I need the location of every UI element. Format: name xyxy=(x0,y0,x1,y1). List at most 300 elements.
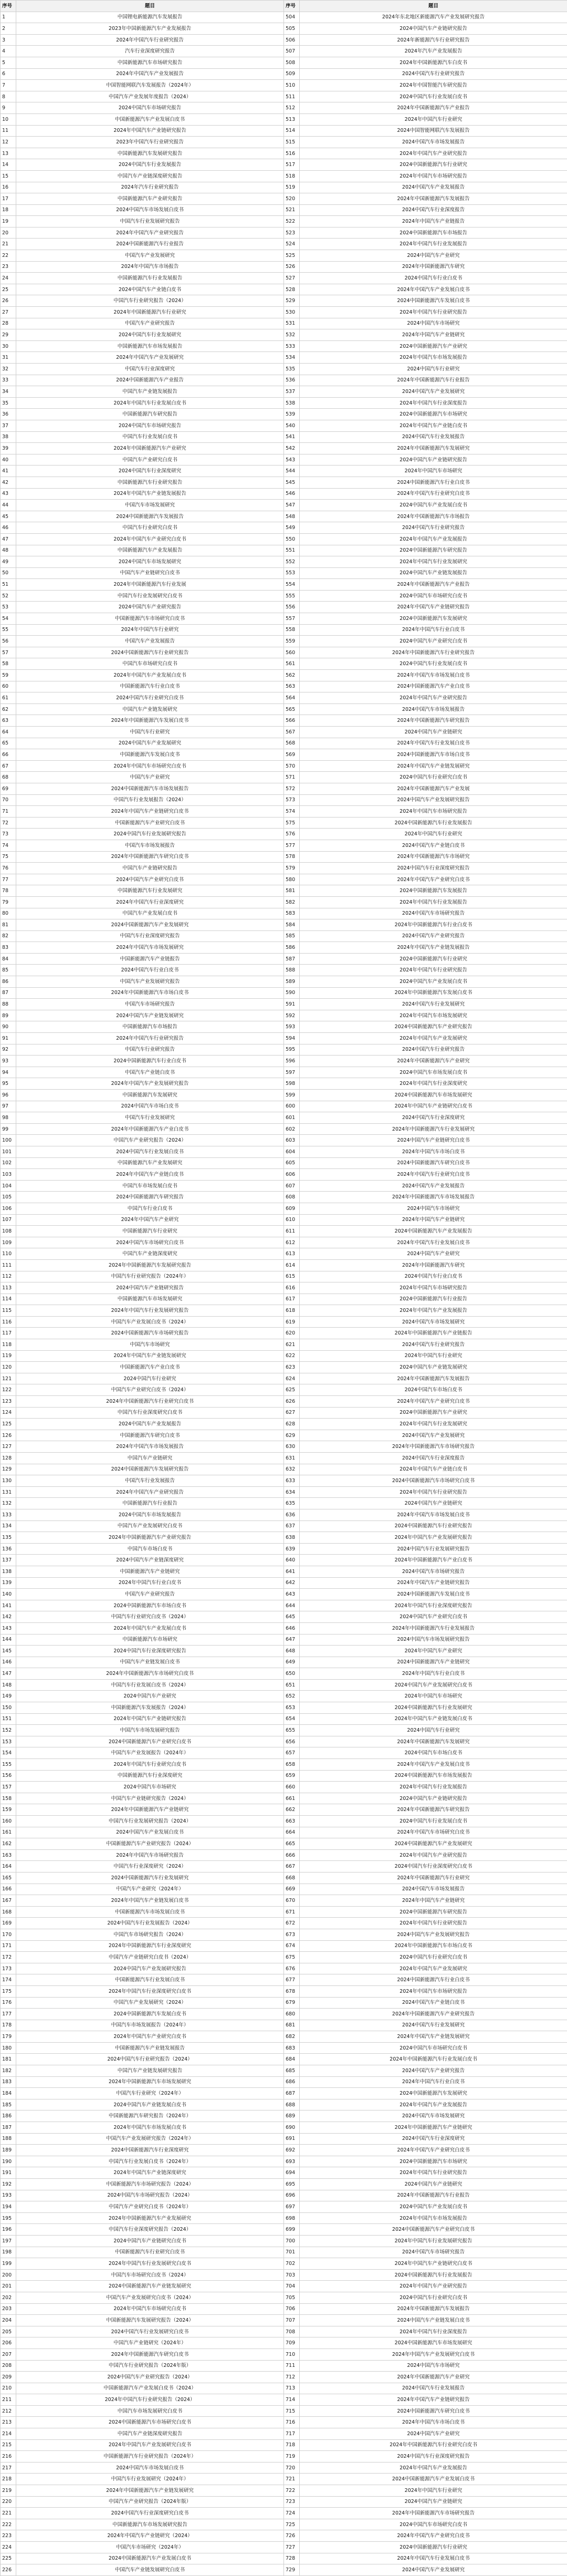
row-number-right: 521 xyxy=(284,204,300,216)
row-title-right: 2024中国汽车产业发展报告 xyxy=(300,182,567,193)
row-number-left: 170 xyxy=(1,1929,16,1940)
row-number-left: 188 xyxy=(1,2133,16,2145)
row-title-left: 中国汽车市场发展研究报告 xyxy=(16,1725,284,1736)
row-number-right: 602 xyxy=(284,1123,300,1135)
row-number-right: 607 xyxy=(284,1180,300,1192)
row-number-right: 550 xyxy=(284,533,300,545)
table-row xyxy=(1,2065,567,2077)
row-number-right: 723 xyxy=(284,2496,300,2508)
table-row xyxy=(1,375,567,386)
row-title-right: 2024中国汽车市场白皮书 xyxy=(300,1747,567,1759)
row-number-right: 600 xyxy=(284,1101,300,1112)
table-row xyxy=(1,295,567,307)
row-title-right: 2024年中国新能源汽车研究 xyxy=(300,1259,567,1271)
table-row xyxy=(1,953,567,965)
table-row xyxy=(1,2417,567,2428)
row-number-left: 211 xyxy=(1,2394,16,2406)
row-title-right: 2024中国汽车产业发展研究 xyxy=(300,1430,567,1441)
row-title-right: 2024中国新能源汽车市场研究白皮书 xyxy=(300,1475,567,1487)
table-row xyxy=(1,2519,567,2530)
table-row xyxy=(1,1486,567,1498)
table-row xyxy=(1,1056,567,1067)
row-number-right: 641 xyxy=(284,1566,300,1577)
table-row xyxy=(1,2542,567,2553)
row-number-right: 557 xyxy=(284,613,300,625)
row-title-left: 2024中国汽车行业研究白皮书 xyxy=(16,692,284,704)
row-title-right: 2024年中国汽车行业研究报告 xyxy=(300,2167,567,2179)
row-title-right: 2024年中国汽车产业链报告 xyxy=(300,216,567,227)
row-title-right: 2024中国新能源汽车研究白皮书 xyxy=(300,2405,567,2417)
table-row xyxy=(1,1282,567,1294)
row-title-left: 2024年中国汽车行业发展研究报告 xyxy=(16,1305,284,1317)
table-row xyxy=(1,1135,567,1146)
row-title-right: 2024中国汽车市场发展白皮书 xyxy=(300,1067,567,1078)
table-row xyxy=(1,749,567,761)
row-title-left: 2024中国汽车行业发展研究白皮书 xyxy=(16,2326,284,2337)
row-number-left: 97 xyxy=(1,1101,16,1112)
row-number-right: 526 xyxy=(284,261,300,273)
row-title-right: 2024中国汽车行业研究白皮书 xyxy=(300,772,567,783)
row-title-right: 2024中国新能源汽车产业发展白皮书 xyxy=(300,2474,567,2485)
row-number-left: 139 xyxy=(1,1577,16,1589)
row-title-right: 2024年中国汽车产业链发展研究 xyxy=(300,2031,567,2043)
row-number-right: 729 xyxy=(284,2564,300,2576)
row-title-right: 2024中国汽车行业白皮书 xyxy=(300,273,567,284)
row-title-right: 2024年中国汽车产业发展报告 xyxy=(300,533,567,545)
table-row xyxy=(1,806,567,818)
row-number-left: 207 xyxy=(1,2349,16,2360)
row-number-right: 617 xyxy=(284,1294,300,1305)
table-row xyxy=(1,533,567,545)
row-title-right: 2024年中国汽车产业链研究 xyxy=(300,329,567,341)
row-title-left: 2024年中国汽车行业研究白皮书 xyxy=(16,1759,284,1771)
row-title-right: 2024年中国汽车行业研究 xyxy=(300,113,567,125)
row-number-left: 127 xyxy=(1,1441,16,1453)
row-title-right: 2024年中国汽车产业发展报告 xyxy=(300,1305,567,1317)
row-title-left: 2024年中国汽车产业链研究报告 xyxy=(16,125,284,137)
row-number-left: 46 xyxy=(1,522,16,534)
row-number-left: 58 xyxy=(1,658,16,670)
row-number-left: 105 xyxy=(1,1192,16,1203)
row-number-right: 670 xyxy=(284,1895,300,1907)
row-number-left: 189 xyxy=(1,2145,16,2156)
row-title-left: 2024中国新能源汽车行业研究报告 xyxy=(16,647,284,658)
row-number-right: 516 xyxy=(284,148,300,159)
row-number-left: 198 xyxy=(1,2247,16,2258)
row-title-left: 2024年中国新能源汽车产业链发展研究 xyxy=(16,2485,284,2497)
row-number-left: 144 xyxy=(1,1634,16,1646)
row-number-right: 657 xyxy=(284,1747,300,1759)
row-title-left: 2024年中国新能源汽车行业研究白皮书 xyxy=(16,1396,284,1408)
row-title-left: 中国汽车行业发展报告 xyxy=(16,1475,284,1487)
row-title-right: 2024年中国汽车市场发展研究 xyxy=(300,1010,567,1021)
row-title-right: 2024中国汽车产业链研究报告 xyxy=(300,23,567,35)
row-title-left: 2024年中国汽车产业研究报告 xyxy=(16,227,284,239)
row-number-left: 165 xyxy=(1,1872,16,1884)
table-row xyxy=(1,2360,567,2372)
row-title-right: 2024中国新能源汽车行业白皮书 xyxy=(300,477,567,488)
row-title-right: 2024年中国新能源汽车行业发展白皮书 xyxy=(300,2054,567,2065)
table-row xyxy=(1,1577,567,1589)
row-number-left: 67 xyxy=(1,760,16,772)
row-title-right: 2024中国汽车行业研究白皮书 xyxy=(300,1952,567,1963)
row-title-left: 中国汽车产业链研究报告 xyxy=(16,863,284,874)
row-title-left: 2024中国汽车行业发展白皮书 xyxy=(16,1146,284,1157)
row-number-left: 92 xyxy=(1,1044,16,1056)
row-title-right: 2024年中国汽车产业链白皮书 xyxy=(300,1464,567,1475)
row-title-left: 2024年中国汽车市场研究白皮书 xyxy=(16,760,284,772)
row-title-left: 2024年中国汽车行业研究报告（2024） xyxy=(16,2394,284,2406)
row-number-left: 160 xyxy=(1,1816,16,1827)
row-title-right: 2024中国汽车行业研究白皮书 xyxy=(300,2292,567,2303)
row-title-right: 2024年中国新能源汽车市场报告 xyxy=(300,511,567,522)
table-row xyxy=(1,624,567,636)
row-title-left: 中国汽车市场研究报告（2024） xyxy=(16,1929,284,1940)
table-row xyxy=(1,2349,567,2360)
row-number-right: 595 xyxy=(284,1044,300,1056)
row-title-right: 2024中国汽车行业发展研究 xyxy=(300,999,567,1010)
row-number-left: 22 xyxy=(1,250,16,262)
row-number-right: 585 xyxy=(284,930,300,942)
row-number-left: 86 xyxy=(1,976,16,988)
row-title-left: 2024中国新能源汽车产业发展白皮书 xyxy=(16,2553,284,2564)
report-table-body xyxy=(1,1,567,2576)
row-title-right: 2024中国新能源汽车行业报告 xyxy=(300,1294,567,1305)
row-title-right: 2024年中国汽车市场发展白皮书 xyxy=(300,1509,567,1520)
row-number-right: 644 xyxy=(284,1600,300,1611)
row-number-left: 85 xyxy=(1,965,16,976)
row-number-right: 532 xyxy=(284,329,300,341)
row-number-left: 133 xyxy=(1,1509,16,1520)
table-row xyxy=(1,1021,567,1033)
table-row xyxy=(1,125,567,137)
row-title-left: 2024中国新能源汽车行业深度研究 xyxy=(16,2145,284,2156)
row-title-left: 中国锂电新能源汽车发展报告 xyxy=(16,12,284,23)
row-title-right: 2024中国汽车行业研究 xyxy=(300,364,567,375)
row-title-right: 2024年中国汽车产业发展研究报告 xyxy=(300,1532,567,1544)
row-number-left: 50 xyxy=(1,567,16,579)
row-number-right: 596 xyxy=(284,1056,300,1067)
row-number-right: 566 xyxy=(284,715,300,727)
row-number-right: 653 xyxy=(284,1702,300,1714)
row-number-left: 49 xyxy=(1,556,16,568)
row-title-left: 2024中国新能源汽车产业研究白皮书 xyxy=(16,1736,284,1747)
row-title-left: 中国新能源汽车产业发展报告 xyxy=(16,545,284,556)
row-title-right: 2024中国汽车产业发展研究报告 xyxy=(300,794,567,806)
row-number-right: 562 xyxy=(284,670,300,681)
table-row xyxy=(1,1782,567,1793)
row-number-left: 181 xyxy=(1,2054,16,2065)
row-number-right: 660 xyxy=(284,1782,300,1793)
row-number-right: 543 xyxy=(284,454,300,465)
row-title-right: 2024中国汽车市场研究 xyxy=(300,1203,567,1214)
row-title-right: 2024年中国新能源汽车市场研究报告 xyxy=(300,2508,567,2519)
row-title-left: 中国汽车行业深度研究 xyxy=(16,364,284,375)
row-title-left: 中国汽车行业深度研究报告 xyxy=(16,930,284,942)
table-row xyxy=(1,681,567,692)
row-title-left: 中国新能源汽车市场发展研究 xyxy=(16,1294,284,1305)
row-number-right: 564 xyxy=(284,692,300,704)
row-number-left: 225 xyxy=(1,2553,16,2564)
table-row xyxy=(1,46,567,57)
row-number-left: 190 xyxy=(1,2156,16,2167)
row-number-left: 178 xyxy=(1,2020,16,2031)
row-number-right: 637 xyxy=(284,1520,300,1532)
row-number-left: 14 xyxy=(1,159,16,171)
row-title-left: 中国汽车行业发展研究报告 xyxy=(16,216,284,227)
row-number-right: 560 xyxy=(284,647,300,658)
row-number-left: 19 xyxy=(1,216,16,227)
table-row xyxy=(1,1214,567,1226)
row-title-left: 中国汽车产业链深度研究 xyxy=(16,1248,284,1260)
row-number-left: 186 xyxy=(1,2111,16,2122)
row-number-left: 142 xyxy=(1,1611,16,1623)
table-row xyxy=(1,1622,567,1634)
row-title-left: 中国汽车产业研究报告（2024） xyxy=(16,1135,284,1146)
row-number-left: 90 xyxy=(1,1021,16,1033)
row-title-left: 2024中国汽车行业发展报告 xyxy=(16,159,284,171)
row-title-right: 2024年中国汽车产业研究 xyxy=(300,1646,567,1657)
row-title-right: 2024年中国汽车行业白皮书 xyxy=(300,2076,567,2088)
row-number-left: 84 xyxy=(1,953,16,965)
row-number-right: 513 xyxy=(284,113,300,125)
row-number-right: 709 xyxy=(284,2337,300,2349)
table-row xyxy=(1,1770,567,1782)
table-row xyxy=(1,636,567,647)
row-title-left: 2024中国新能源汽车研究报告 xyxy=(16,1192,284,1203)
table-row xyxy=(1,1010,567,1021)
table-row xyxy=(1,1816,567,1827)
row-number-left: 128 xyxy=(1,1453,16,1464)
row-number-right: 612 xyxy=(284,1237,300,1248)
row-title-left: 中国汽车行业研究白皮书（2024） xyxy=(16,1611,284,1623)
table-row xyxy=(1,1611,567,1623)
row-title-right: 2024中国汽车行业白皮书 xyxy=(300,1271,567,1282)
table-row xyxy=(1,613,567,625)
row-number-right: 658 xyxy=(284,1759,300,1771)
row-number-left: 89 xyxy=(1,1010,16,1021)
row-title-right: 2024年中国汽车产业研究白皮书 xyxy=(300,1396,567,1408)
row-title-left: 2024年中国汽车产业链研究（2024） xyxy=(16,2530,284,2542)
row-title-left: 中国汽车产业研究（2024年） xyxy=(16,1884,284,1895)
row-title-left: 中国汽车产业链研究报告（2024） xyxy=(16,1793,284,1804)
row-title-left: 中国汽车市场发展白皮书 xyxy=(16,1180,284,1192)
row-title-left: 2024年中国汽车行业研究报告 xyxy=(16,1033,284,1044)
table-row xyxy=(1,2179,567,2190)
table-row xyxy=(1,738,567,749)
row-title-left: 2024年中国新能源汽车产业链研究 xyxy=(16,1804,284,1816)
row-number-left: 226 xyxy=(1,2564,16,2576)
row-title-left: 2024中国新能源汽车市场白皮书 xyxy=(16,1600,284,1611)
row-number-left: 171 xyxy=(1,1940,16,1952)
row-title-right: 2024年中国汽车产业发展研究白皮书 xyxy=(300,2349,567,2360)
table-row xyxy=(1,1520,567,1532)
row-number-right: 643 xyxy=(284,1589,300,1600)
row-title-left: 中国汽车产业链深度研究报告 xyxy=(16,2428,284,2440)
row-number-left: 163 xyxy=(1,1849,16,1861)
row-number-right: 542 xyxy=(284,443,300,454)
row-title-right: 2024年中国新能源汽车产业研究报告 xyxy=(300,2009,567,2020)
row-number-left: 124 xyxy=(1,1407,16,1419)
row-number-right: 699 xyxy=(284,2224,300,2236)
row-title-right: 2024中国汽车市场发展报告 xyxy=(300,704,567,715)
row-title-right: 2024中国汽车市场研究 xyxy=(300,2360,567,2372)
row-title-left: 2024中国新能源汽车行业报告 xyxy=(16,239,284,250)
row-title-right: 2024年中国汽车市场白皮书 xyxy=(300,1146,567,1157)
table-row xyxy=(1,148,567,159)
row-number-left: 62 xyxy=(1,704,16,715)
row-title-left: 2023年中国汽车行业研究报告 xyxy=(16,137,284,148)
table-row xyxy=(1,2428,567,2440)
row-title-left: 2024中国汽车市场白皮书 xyxy=(16,1101,284,1112)
row-number-right: 676 xyxy=(284,1963,300,1974)
table-row xyxy=(1,2020,567,2031)
row-number-right: 712 xyxy=(284,2372,300,2383)
row-number-left: 65 xyxy=(1,738,16,749)
table-row xyxy=(1,2031,567,2043)
row-title-right: 2024年中国汽车市场研究 xyxy=(300,1691,567,1702)
row-number-right: 659 xyxy=(284,1770,300,1782)
row-title-left: 中国汽车产业研究白皮书（2024年） xyxy=(16,2201,284,2213)
row-title-right: 2024中国汽车市场发展报告 xyxy=(300,137,567,148)
row-title-right: 2024年中国新能源汽车市场研究 xyxy=(300,851,567,863)
row-title-right: 2024年中国汽车市场研究白皮书 xyxy=(300,1827,567,1838)
row-title-left: 2024中国汽车市场发展研究 xyxy=(16,556,284,568)
row-title-left: 2024年中国汽车市场报告 xyxy=(16,261,284,273)
table-row xyxy=(1,727,567,738)
row-number-left: 9 xyxy=(1,102,16,114)
table-row xyxy=(1,556,567,568)
table-row xyxy=(1,477,567,488)
row-title-right: 2024年中国汽车市场发展报告 xyxy=(300,2212,567,2224)
table-row xyxy=(1,2508,567,2519)
row-title-left: 中国汽车行业研究报告（2024年版） xyxy=(16,2360,284,2372)
row-title-left: 2024年中国汽车产业研究白皮书 xyxy=(16,533,284,545)
row-title-left: 2024中国新能源汽车发展研究报告 xyxy=(16,1464,284,1475)
row-title-right: 2024年中国新能源汽车行业报告 xyxy=(300,2190,567,2201)
row-number-right: 698 xyxy=(284,2212,300,2224)
row-number-left: 220 xyxy=(1,2496,16,2508)
row-number-right: 529 xyxy=(284,295,300,307)
row-number-right: 555 xyxy=(284,590,300,602)
table-row xyxy=(1,284,567,295)
row-title-left: 中国新能源汽车产业链发展报告 xyxy=(16,2042,284,2054)
table-row xyxy=(1,1373,567,1384)
row-title-left: 2024年中国新能源汽车行业研究 xyxy=(16,307,284,318)
table-row xyxy=(1,1940,567,1952)
row-title-left: 中国新能源汽车产业发展研究 xyxy=(16,1157,284,1169)
row-number-left: 175 xyxy=(1,1985,16,1997)
row-title-right: 2024中国汽车行业深度研究白皮书 xyxy=(300,1861,567,1872)
row-title-right: 2024年中国汽车行业发展白皮书 xyxy=(300,738,567,749)
row-title-left: 2024中国汽车产业链发展研究 xyxy=(16,1010,284,1021)
row-title-right: 2024中国新能源汽车发展报告 xyxy=(300,885,567,897)
row-number-right: 518 xyxy=(284,170,300,182)
row-number-left: 76 xyxy=(1,863,16,874)
row-title-right: 2024中国汽车产业发展白皮书 xyxy=(300,976,567,988)
row-number-left: 136 xyxy=(1,1543,16,1555)
table-row xyxy=(1,2201,567,2213)
row-title-left: 2024中国汽车行业深度研究 xyxy=(16,465,284,477)
table-row xyxy=(1,817,567,829)
row-title-left: 2024年中国新能源汽车产业发展研究 xyxy=(16,2212,284,2224)
row-title-left: 中国新能源汽车研究报告 xyxy=(16,409,284,420)
row-number-right: 692 xyxy=(284,2145,300,2156)
row-number-right: 506 xyxy=(284,34,300,46)
table-row xyxy=(1,1033,567,1044)
row-number-left: 119 xyxy=(1,1350,16,1362)
row-title-left: 中国汽车产业链研究 xyxy=(16,1453,284,1464)
row-title-right: 2024中国新能源汽车产业研究 xyxy=(300,340,567,352)
table-row xyxy=(1,2303,567,2315)
row-title-right: 2024年中国汽车行业发展白皮书 xyxy=(300,2553,567,2564)
row-number-right: 714 xyxy=(284,2394,300,2406)
row-title-right: 2024中国新能源汽车市场研究 xyxy=(300,2156,567,2167)
row-number-left: 99 xyxy=(1,1123,16,1135)
row-title-left: 2024中国新能源汽车行业白皮书 xyxy=(16,1056,284,1067)
row-title-right: 2024中国新能源汽车行业研究 xyxy=(300,159,567,171)
row-title-left: 中国汽车行业发展研究（2024年） xyxy=(16,2474,284,2485)
row-title-right: 2024中国新能源汽车市场发展研究 xyxy=(300,1090,567,1101)
row-title-right: 2024年中国新能源汽车产业链报告 xyxy=(300,1328,567,1339)
row-number-left: 182 xyxy=(1,2065,16,2077)
row-number-left: 88 xyxy=(1,999,16,1010)
row-number-right: 675 xyxy=(284,1952,300,1963)
row-title-left: 2024年中国新能源汽车发展白皮书 xyxy=(16,715,284,727)
row-number-right: 720 xyxy=(284,2462,300,2474)
row-number-right: 681 xyxy=(284,2020,300,2031)
row-title-left: 2024中国汽车行业白皮书 xyxy=(16,965,284,976)
row-number-right: 645 xyxy=(284,1611,300,1623)
row-number-right: 563 xyxy=(284,681,300,692)
row-title-left: 2024中国汽车行业发展研究报告 xyxy=(16,829,284,840)
table-row xyxy=(1,863,567,874)
row-title-right: 2024年中国汽车产业链研究报告 xyxy=(300,2394,567,2406)
row-number-right: 567 xyxy=(284,727,300,738)
row-title-left: 中国新能源汽车市场研究白皮书 xyxy=(16,613,284,625)
row-number-right: 627 xyxy=(284,1407,300,1419)
row-number-left: 5 xyxy=(1,57,16,68)
row-title-right: 2024中国汽车市场研究报告 xyxy=(300,2247,567,2258)
row-title-right: 2024中国汽车行业发展白皮书 xyxy=(300,1816,567,1827)
row-title-right: 2024中国汽车行业发展白皮书 xyxy=(300,658,567,670)
row-number-right: 547 xyxy=(284,500,300,511)
table-row xyxy=(1,137,567,148)
row-title-right: 2024中国新能源汽车发展白皮书 xyxy=(300,1589,567,1600)
row-number-right: 713 xyxy=(284,2383,300,2394)
row-number-left: 25 xyxy=(1,284,16,295)
row-number-left: 48 xyxy=(1,545,16,556)
table-row xyxy=(1,1702,567,1714)
row-number-left: 200 xyxy=(1,2269,16,2281)
row-number-right: 665 xyxy=(284,1838,300,1850)
row-title-right: 2024年中国汽车市场发展白皮书 xyxy=(300,670,567,681)
row-number-left: 28 xyxy=(1,318,16,329)
row-title-right: 2024年东北地区新能源汽车产业发展研究报告 xyxy=(300,12,567,23)
row-number-left: 223 xyxy=(1,2530,16,2542)
row-title-left: 中国汽车产业研究 xyxy=(16,772,284,783)
row-title-left: 中国新能源汽车市场发展白皮书 xyxy=(16,1906,284,1918)
table-row xyxy=(1,2258,567,2270)
row-title-left: 中国汽车产业发展研究报告 xyxy=(16,976,284,988)
row-number-right: 696 xyxy=(284,2190,300,2201)
row-number-right: 615 xyxy=(284,1271,300,1282)
row-title-left: 中国新能源汽车行业报告 xyxy=(16,1498,284,1509)
row-number-right: 599 xyxy=(284,1090,300,1101)
row-title-left: 中国汽车产业发展报告（2024年） xyxy=(16,1747,284,1759)
row-number-left: 166 xyxy=(1,1884,16,1895)
table-row xyxy=(1,1736,567,1747)
